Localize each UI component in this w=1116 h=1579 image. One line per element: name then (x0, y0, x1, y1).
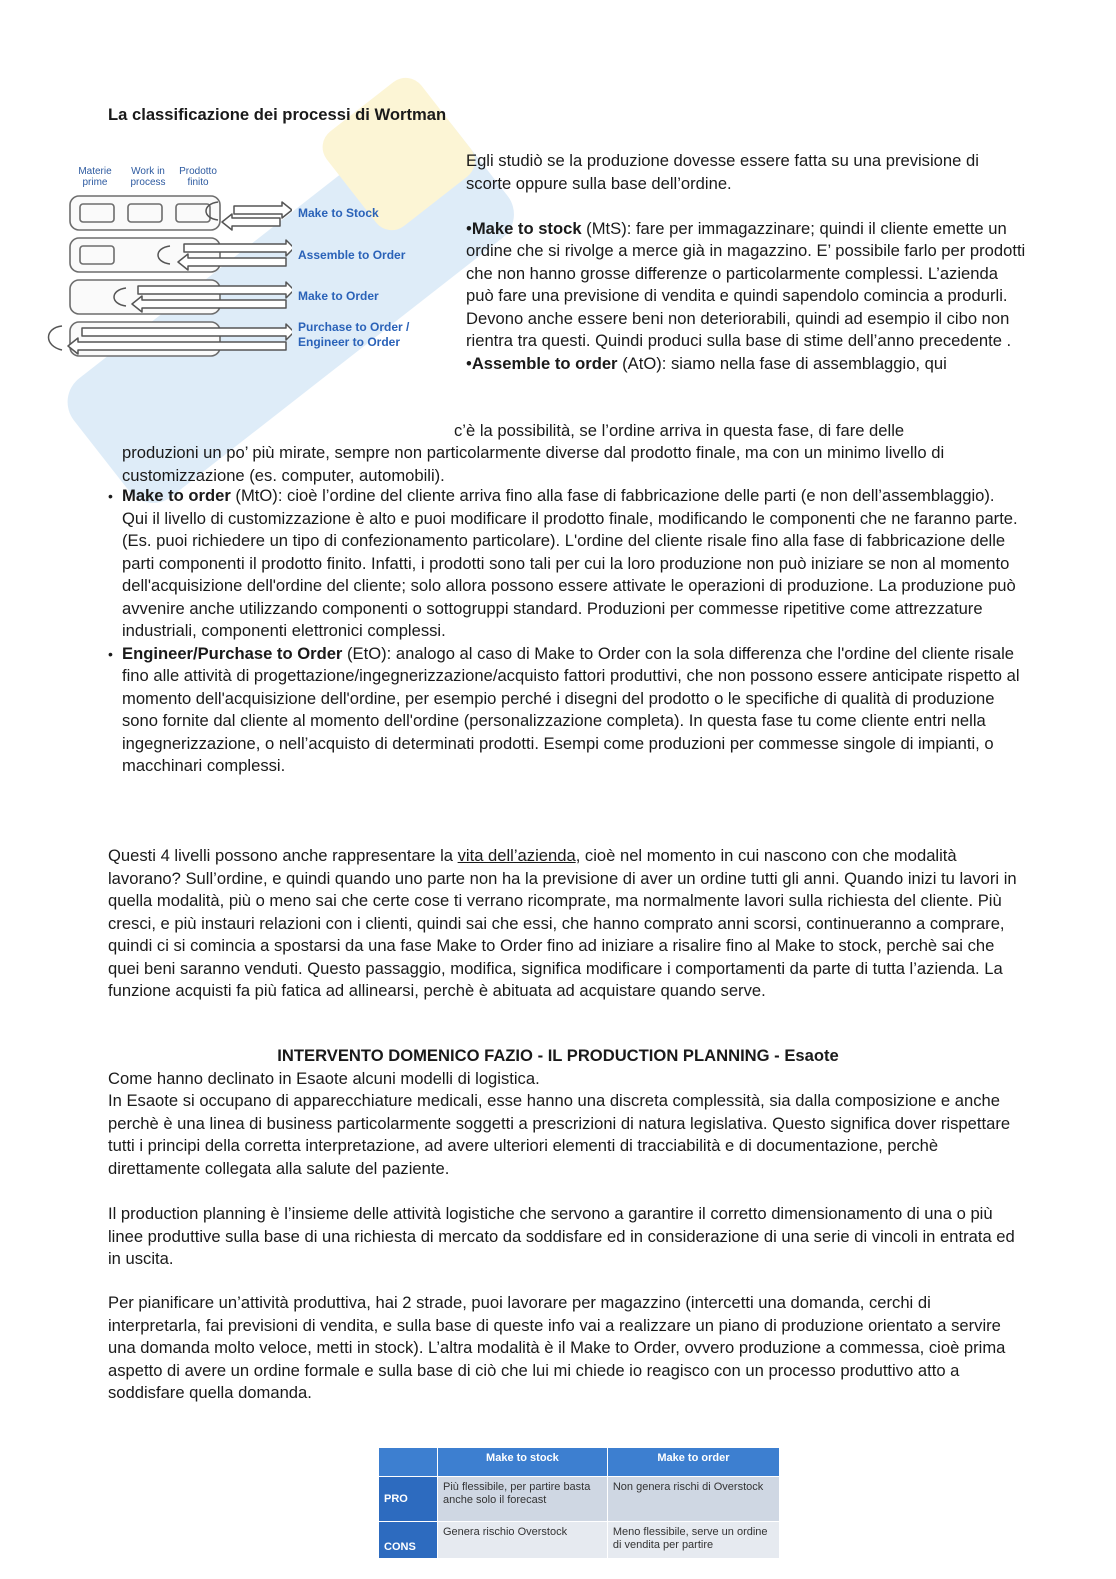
assemble-to-order-continuation: produzioni un po’ più mirate, sempre non particolarmente diverse dal prodotto finale, ma con un minimo livello di customizzazione (es. computer, automobili). (122, 443, 945, 485)
section-heading: INTERVENTO DOMENICO FAZIO - IL PRODUCTION PLANNING - Esaote (277, 1046, 839, 1065)
row-label-assemble-to-order: Assemble to Order (298, 248, 406, 262)
production-planning-definition: Il production planning è l’insieme delle attività logistiche che servono a garantire il corretto dimensionamento di una o più linee produttive sulla base di una richiesta di mercato da soddisfare ed in considerazione di una serie di vincoli in entrata ed in uscita. (108, 1204, 1015, 1268)
comparison-table (378, 1447, 780, 1559)
table-row (379, 1522, 780, 1559)
column-head-materie-prime: Materie prime (78, 166, 112, 188)
intro-text-block (466, 150, 1026, 375)
list-item-text: (MtO): cioè l’ordine del cliente arriva fino alla fase di fabbricazione delle parti (e non dell’assemblaggio). Qui il livello di customizzazione è alto e puoi modificare il prodotto finale, modificando le componenti che ne faranno parte. (Es. puoi richiedere un tipo di confezionamento particolare). L'ordine del cliente risale fino alla fase di fabbricazione delle parti componenti il prodotto finito. Infatti, i prodotti sono tali per cui la loro produzione non può iniziare se non al momento dell'acquisizione dell'ordine del cliente; solo allora possono essere attivate le operazioni di produzione. La produzione può avvenire anche utilizzando componenti o sottogruppi standard. Produzioni per commesse ripetitive come attrezzature industriali, componenti elettronici complessi. (122, 486, 1018, 640)
order-type-list (108, 485, 1023, 778)
make-to-stock-text: (MtS): fare per immagazzinare; quindi il cliente emette un ordine che si rivolge a merce già in magazzino. E’ possibile farlo per prodotti che non hanno grosse differenze o particolarmente complessi. L’azienda può fare una previsione di vendita e quindi sapendolo comincia a produrli. Devono anche essere beni non deteriorabili, quindi ad esempio il cibo non rientra tra questi. Quindi produci sulla base di stime dell’anno precedente . (466, 218, 1026, 350)
list-item-make-to-order (108, 485, 1023, 643)
assemble-to-order-text: (AtO): siamo nella fase di assemblaggio, qui (617, 353, 947, 373)
bullet-mark: • (466, 353, 472, 373)
column-head-prodotto-finito: Prodotto finito (179, 166, 217, 188)
company-life-text-end: , cioè nel momento in cui nascono con che modalità lavorano? Sull’ordine, e quindi quando uno parte non ha la previsione di aver un ordine tutti gli anni. Quando inizi tu lavori in quella modalità, più o meno sai che certe cose ti verrano ricomprate, ma normalmente lavori sulla richiesta del cliente. Più cresci, e più instauri relazioni con i clienti, quindi sai che essi, che hanno comprato anni scorsi, continueranno a comprare, quindi ci si comincia a spostarsi da una fase Make to Order fino ad iniziare a risalire fino al Make to stock, perchè sai che quei beni saranno venduti. Questo passaggio, modifica, significa modificare i comportamenti da parte di tutta l’azienda. La funzione acquisti fa più fatica ad allinearsi, perchè è abituata ad acquistare quando serve. (108, 846, 1017, 1000)
assemble-to-order-line2: c’è la possibilità, se l’ordine arriva in questa fase, di fare delle (454, 421, 905, 440)
table-header-row (379, 1448, 780, 1477)
row-label-purchase-engineer-to-order: Purchase to Order / Engineer to Order (298, 320, 410, 349)
row-label-make-to-stock: Make to Stock (298, 206, 379, 220)
list-item-engineer-purchase-to-order (108, 643, 1023, 778)
table-cell: Più flessibile, per partire basta anche solo il forecast (438, 1477, 608, 1522)
row-label-make-to-order: Make to Order (298, 289, 379, 303)
bullet-mark: • (466, 218, 472, 238)
assemble-to-order-paragraph (466, 353, 1026, 376)
table-cell: Meno flessibile, serve un ordine di vendita per partire (607, 1522, 779, 1559)
table-row (379, 1477, 780, 1522)
company-life-paragraph (108, 845, 1023, 1003)
company-life-text-start: Questi 4 livelli possono anche rappresentare la (108, 846, 458, 865)
make-to-stock-term: Make to stock (471, 218, 582, 238)
intro-paragraph: Egli studiò se la produzione dovesse essere fatta su una previsione di scorte oppure sulla base dell’ordine. (466, 151, 979, 193)
esaote-intro-line: Come hanno declinato in Esaote alcuni modelli di logistica. (108, 1069, 540, 1088)
list-item-term: Make to order (122, 486, 231, 505)
table-header-make-to-stock: Make to stock (438, 1448, 608, 1477)
table-cell: Non genera rischi di Overstock (607, 1477, 779, 1522)
table-header-make-to-order: Make to order (607, 1448, 779, 1477)
table-corner-cell (379, 1448, 438, 1477)
list-item-text: (EtO): analogo al caso di Make to Order con la sola differenza che l'ordine del cliente risale fino alle attività di progettazione/ingegnerizzazione/acquisto fattori produttivi, che non possono essere anticipate rispetto al momento dell'acquisizione dell'ordine, per esempio perché i disegni del prodotto o le specifiche di qualità di produzione sono fornite dal cliente al momento dell'ordine (personalizzazione completa). In questa fase tu come cliente entri nella ingegnerizzazione, o nell’acquisto di determinati prodotti. Esempi come produzioni per commesse singole di impianti, o macchinari complessi. (122, 643, 1020, 775)
table-row-label-pro: PRO (379, 1477, 438, 1522)
process-flow-graphic (42, 192, 292, 392)
table-cell: Genera rischio Overstock (438, 1522, 608, 1559)
wortman-diagram (42, 160, 442, 370)
planning-strategies-paragraph: Per pianificare un’attività produttiva, hai 2 strade, puoi lavorare per magazzino (intercetti una domanda, cerchi di interpretarla, fai previsioni di vendita, e sulla base di queste info vai a realizzare un piano di produzione orientato a servire una domanda molto veloce, metti in stock). L’altra modalità è il Make to Order, ovvero produzione a commessa, cioè prima aspetto di avere un ordine formale e sulla base di ciò che lui mi chiede io reagisco con un processo produttivo atto a soddisfare quella domanda. (108, 1293, 1006, 1402)
list-item-term: Engineer/Purchase to Order (122, 643, 343, 663)
company-life-underlined: vita dell’azienda (457, 846, 576, 865)
make-to-stock-paragraph (466, 218, 1026, 353)
assemble-to-order-term: Assemble to order (471, 353, 618, 373)
esaote-description: In Esaote si occupano di apparecchiature medicali, esse hanno una discreta complessità, sia dalla composizione e anche perchè è una linea di business particolarmente soggetti a prescrizioni di natura legislativa. Questo significa dover rispettare tutti i principi della corretta interpretazione, ad avere ulteriori elementi di tracciabilità e di documentazione, perchè direttamente collegata alla salute del paziente. (108, 1091, 1011, 1178)
page-title: La classificazione dei processi di Wortman (108, 105, 447, 124)
table-row-label-cons: CONS (379, 1522, 438, 1559)
column-head-work-in-process: Work in process (130, 166, 166, 188)
